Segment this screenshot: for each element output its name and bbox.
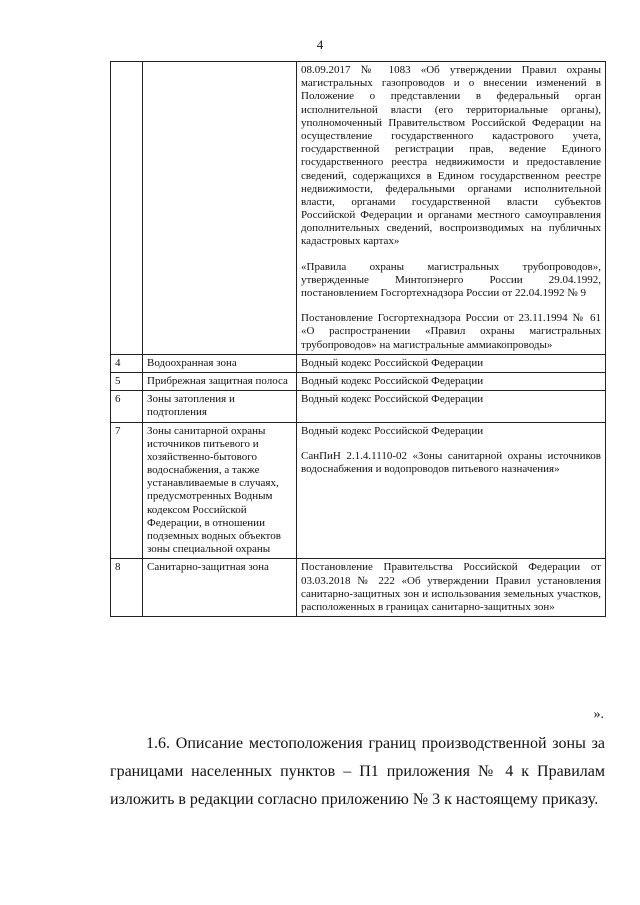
- table-row: [111, 391, 606, 422]
- table-row: [111, 422, 606, 559]
- regulation-paragraph: Водный кодекс Российской Федерации: [301, 424, 484, 437]
- row-number-cell: 6: [111, 391, 143, 422]
- row-number-cell: 4: [111, 354, 143, 372]
- regulation-paragraph: Водный кодекс Российской Федерации: [301, 393, 484, 406]
- zone-name-cell: Прибрежная защитная полоса: [143, 372, 297, 390]
- zone-name-cell: Зоны санитарной охраны источников питьевого и хозяйственно-бытового водоснабжения, а также устанавливаемые в случаях, предусмотренных Водным кодексом Российской Федерации, в отношении подземных водных объектов зоны специальной охраны: [143, 422, 297, 559]
- table-row: [111, 354, 606, 372]
- zone-name-cell: Зоны затопления и подтопления: [143, 391, 297, 422]
- row-number-cell: 7: [111, 422, 143, 559]
- regulation-paragraph: «Правила охраны магистральных трубопроводов», утвержденные Минтопэнерго России 29.04.1992, постановлением Госгортехнадзора России от 22.04.1992 № 9: [301, 260, 601, 299]
- zones-table: [110, 61, 606, 617]
- regulation-cell: [297, 372, 606, 390]
- table-row: [111, 559, 606, 617]
- regulation-paragraph: Постановление Правительства Российской Федерации от 03.03.2018 № 222 «Об утверждении Правил установления санитарно-защитных зон и использования земельных участков, расположенных в границах санитарно-защитных зон»: [301, 561, 601, 613]
- row-number-cell: 8: [111, 559, 143, 617]
- table-row: [111, 372, 606, 390]
- zone-name-cell: Санитарно-защитная зона: [143, 559, 297, 617]
- regulation-paragraph: Постановление Госгортехнадзора России от 23.11.1994 № 61 «О распространении «Правил охраны магистральных трубопроводов» на магистральные аммиакопроводы»: [301, 312, 601, 351]
- regulation-cell: [297, 354, 606, 372]
- row-number-cell: [111, 62, 143, 355]
- regulation-paragraph: 08.09.2017 № 1083 «Об утверждении Правил охраны магистральных газопроводов и о внесении изменений в Положение о представлении в федеральный орган исполнительной власти (его территориальные органы), уполномоченный Правительством Российской Федерации на осуществление государственного кадастрового учета, государственной регистрации прав, ведение Единого государственного реестра недвижимости и предоставление сведений, содержащихся в Едином государственном реестре недвижимости, федеральными органами исполнительной власти, органами государственной власти субъектов Российской Федерации и органами местного самоуправления дополнительных сведений, воспроизводимых на публичных кадастровых картах»: [301, 64, 601, 248]
- zone-name-cell: [143, 62, 297, 355]
- page-number: 4: [316, 37, 324, 52]
- body-paragraph: 1.6. Описание местоположения границ производственной зоны за границами населенных пунктов – П1 приложения № 4 к Правилам изложить в редакции согласно приложению № 3 к настоящему приказу.: [110, 735, 605, 808]
- closing-quote: ».: [593, 707, 604, 722]
- regulation-cell: [297, 62, 606, 355]
- regulation-cell: [297, 422, 606, 559]
- regulation-cell: [297, 559, 606, 617]
- zone-name-cell: Водоохранная зона: [143, 354, 297, 372]
- regulation-cell: [297, 391, 606, 422]
- regulation-paragraph: Водный кодекс Российской Федерации: [301, 356, 484, 369]
- table-row: [111, 62, 606, 355]
- regulation-paragraph: СанПиН 2.1.4.1110-02 «Зоны санитарной охраны источников водоснабжения и водопроводов питьевого назначения»: [301, 449, 601, 475]
- regulation-paragraph: Водный кодекс Российской Федерации: [301, 374, 484, 387]
- row-number-cell: 5: [111, 372, 143, 390]
